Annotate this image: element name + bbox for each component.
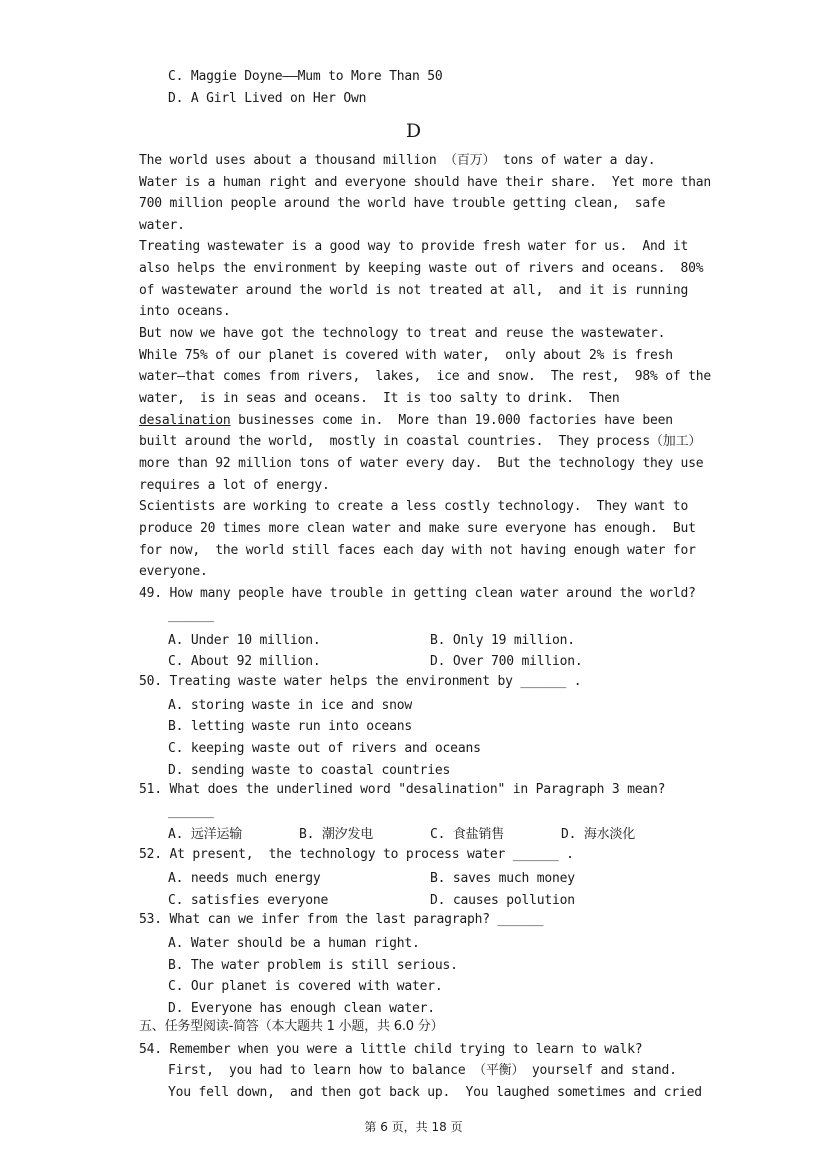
passage-line: more than 92 million tons of water every day. But the technology they use [139, 456, 704, 471]
option-d: D. 海水淡化 [561, 827, 636, 842]
passage-line: Treating wastewater is a good way to provide fresh water for us. And it [139, 239, 689, 254]
option-b: B. saves much money [430, 871, 575, 886]
option-a: A. Water should be a human right. [168, 936, 420, 951]
answer-blank: ______ [168, 804, 214, 819]
option-a: A. Under 10 million. [168, 633, 321, 648]
option-row [168, 824, 688, 845]
option-c: C. 食盐销售 [430, 827, 505, 842]
section-heading: 五、任务型阅读-简答（本大题共 1 小题，共 6.0 分） [139, 1019, 444, 1034]
option-c: C. keeping waste out of rivers and oceans [168, 741, 481, 756]
passage-line: also helps the environment by keeping waste out of rivers and oceans. 80% [139, 261, 704, 276]
question-text: You fell down, and then got back up. You laughed sometimes and cried [168, 1085, 702, 1100]
option-row [168, 630, 668, 651]
question-text: First, you had to learn how to balance （平衡） yourself and stand. [168, 1063, 677, 1078]
passage-line: Scientists are working to create a less costly technology. They want to [139, 499, 689, 514]
passage-line: 700 million people around the world have trouble getting clean, safe [139, 196, 666, 211]
passage-line: water, is in seas and oceans. It is too salty to drink. Then [139, 391, 620, 406]
prev-option-c: C. Maggie Doyne——Mum to More Than 50 [168, 69, 443, 84]
option-b: B. Only 19 million. [430, 633, 575, 648]
option-row [168, 651, 668, 672]
question-stem: 53. What can we infer from the last paragraph? ______ [139, 912, 544, 927]
question-stem: 54. Remember when you were a little child trying to learn to walk? [139, 1042, 643, 1057]
option-d: D. Over 700 million. [430, 654, 583, 669]
prev-option-d: D. A Girl Lived on Her Own [168, 91, 367, 106]
section-letter: D [405, 120, 422, 142]
option-d: D. causes pollution [430, 893, 575, 908]
passage-line: requires a lot of energy. [139, 478, 330, 493]
question-stem: 50. Treating waste water helps the environment by ______ . [139, 674, 582, 689]
passage-line: While 75% of our planet is covered with water, only about 2% is fresh [139, 348, 673, 363]
passage-line: of wastewater around the world is not treated at all, and it is running [139, 283, 689, 298]
question-stem: 49. How many people have trouble in getting clean water around the world? [139, 586, 696, 601]
passage-line: everyone. [139, 564, 208, 579]
option-b: B. 潮汐发电 [299, 827, 374, 842]
passage-line: Water is a human right and everyone should have their share. Yet more than [139, 175, 711, 190]
option-b: B. letting waste run into oceans [168, 719, 413, 734]
option-d: D. sending waste to coastal countries [168, 763, 451, 778]
passage-line: The world uses about a thousand million （百万） tons of water a day. [139, 153, 656, 168]
option-c: C. Our planet is covered with water. [168, 979, 443, 994]
underlined-word: desalination [139, 413, 231, 428]
option-row [168, 890, 668, 911]
option-a: A. 远洋运输 [168, 827, 243, 842]
answer-blank: ______ [168, 608, 214, 623]
option-c: C. About 92 million. [168, 654, 321, 669]
passage-line: produce 20 times more clean water and make sure everyone has enough. But [139, 521, 696, 536]
option-row [168, 868, 668, 889]
option-c: C. satisfies everyone [168, 893, 329, 908]
passage-line: into oceans. [139, 304, 231, 319]
question-stem: 51. What does the underlined word "desalination" in Paragraph 3 mean? [139, 782, 666, 797]
passage-line-rest: businesses come in. More than 19.000 factories have been [230, 413, 673, 428]
question-stem: 52. At present, the technology to process water ______ . [139, 847, 574, 862]
option-a: A. storing waste in ice and snow [168, 698, 413, 713]
passage-line: water—that comes from rivers, lakes, ice and snow. The rest, 98% of the [139, 369, 711, 384]
passage-line: But now we have got the technology to treat and reuse the wastewater. [139, 326, 666, 341]
passage-line: for now, the world still faces each day with not having enough water for [139, 543, 696, 558]
option-d: D. Everyone has enough clean water. [168, 1001, 435, 1016]
option-a: A. needs much energy [168, 871, 321, 886]
passage-line [139, 410, 673, 431]
page-footer: 第 6 页，共 18 页 [364, 1120, 463, 1134]
passage-line: water. [139, 218, 185, 233]
option-b: B. The water problem is still serious. [168, 958, 458, 973]
passage-line: built around the world, mostly in coastal countries. They process（加工） [139, 434, 702, 449]
